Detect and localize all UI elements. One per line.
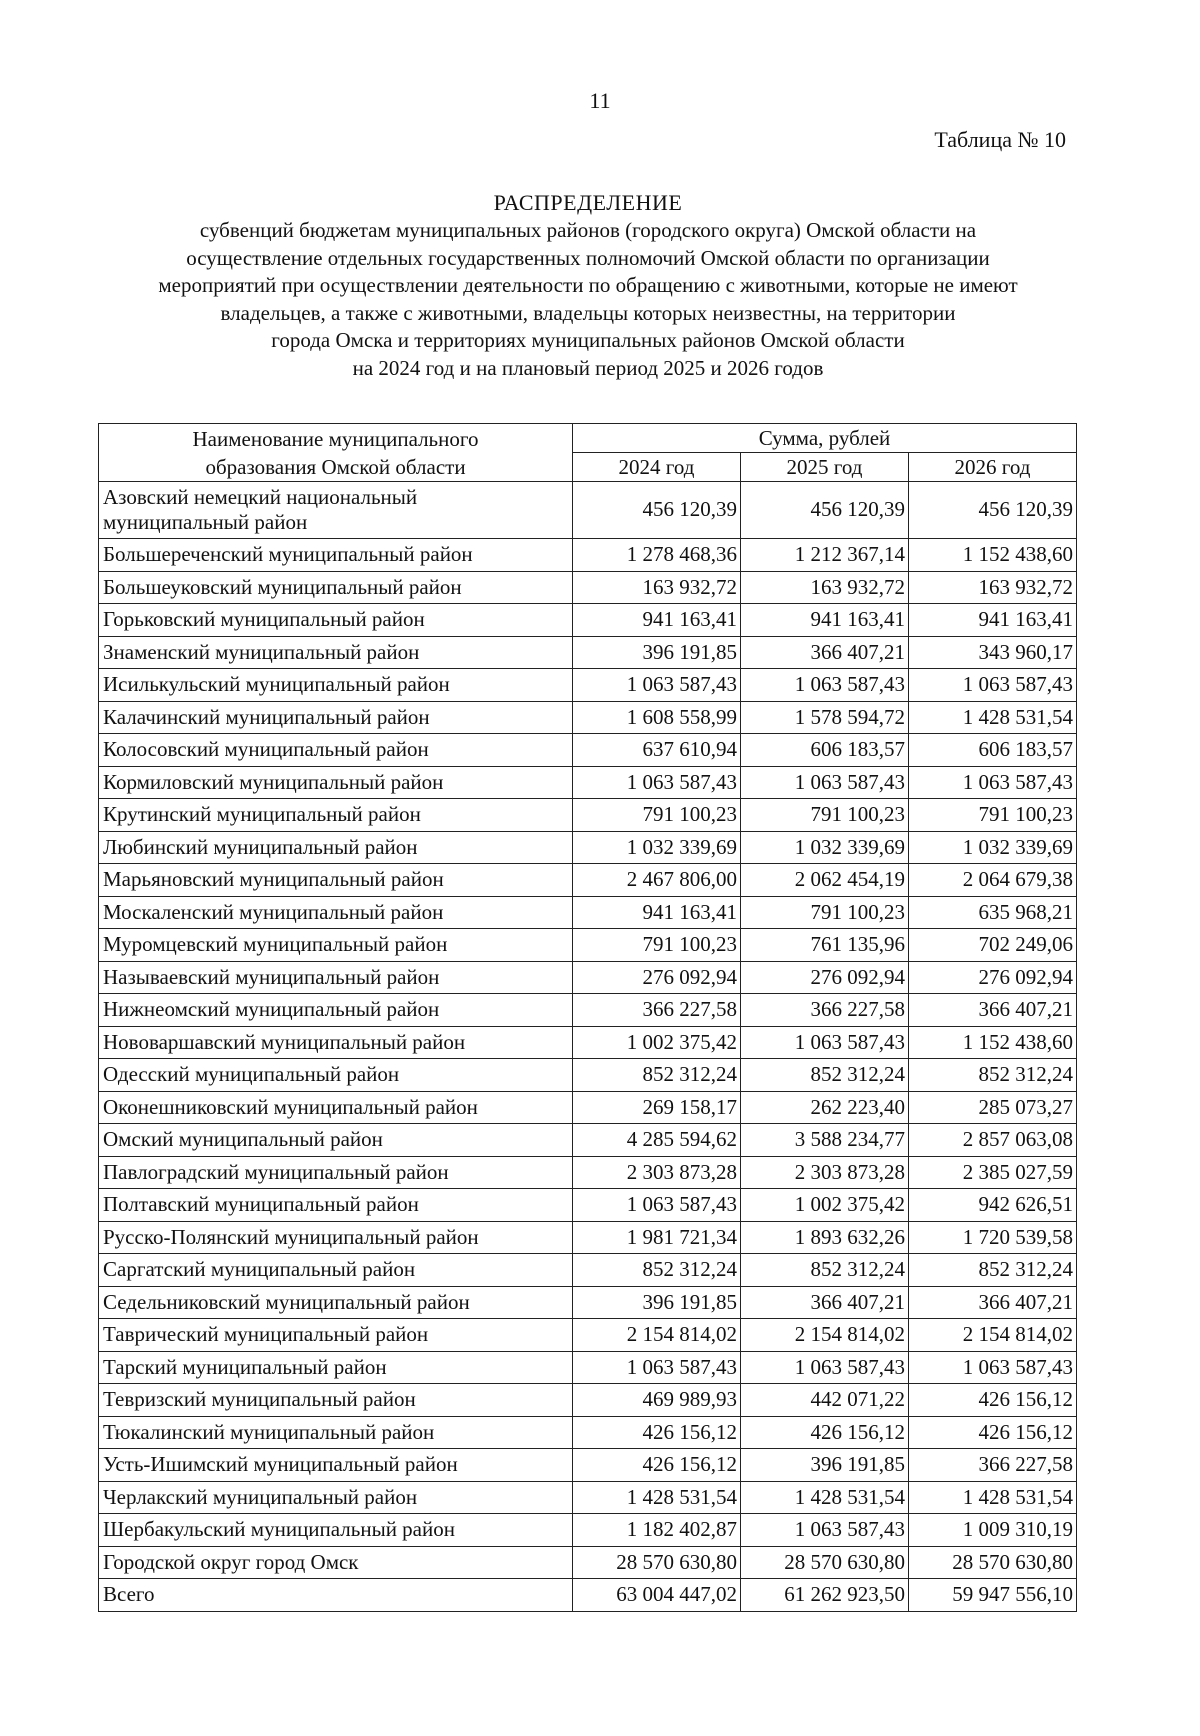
municipality-name: Седельниковский муниципальный район: [99, 1286, 573, 1319]
amount-2026: 276 092,94: [909, 961, 1077, 994]
amount-2026: 59 947 556,10: [909, 1579, 1077, 1612]
header-sum: Сумма, рублей: [573, 424, 1077, 453]
municipality-name: Большереченский муниципальный район: [99, 539, 573, 572]
municipality-name: Таврический муниципальный район: [99, 1319, 573, 1352]
amount-2025: 1 063 587,43: [741, 766, 909, 799]
table-row: [99, 1026, 1077, 1059]
header-year-2026: 2026 год: [909, 453, 1077, 482]
amount-2024: 396 191,85: [573, 1286, 741, 1319]
amount-2024: 852 312,24: [573, 1059, 741, 1092]
amount-2024: 1 278 468,36: [573, 539, 741, 572]
amount-2024: 63 004 447,02: [573, 1579, 741, 1612]
municipality-name: Калачинский муниципальный район: [99, 701, 573, 734]
amount-2026: 456 120,39: [909, 482, 1077, 539]
municipality-name: Городской округ город Омск: [99, 1546, 573, 1579]
table-row: [99, 604, 1077, 637]
table-row: [99, 1481, 1077, 1514]
table-row: [99, 1546, 1077, 1579]
amount-2024: 1 002 375,42: [573, 1026, 741, 1059]
amount-2026: 366 407,21: [909, 994, 1077, 1027]
total-row: [99, 1579, 1077, 1612]
table-body: [99, 482, 1077, 1612]
amount-2024: 791 100,23: [573, 799, 741, 832]
amount-2026: 1 063 587,43: [909, 766, 1077, 799]
amount-2025: 941 163,41: [741, 604, 909, 637]
amount-2026: 791 100,23: [909, 799, 1077, 832]
amount-2025: 1 428 531,54: [741, 1481, 909, 1514]
amount-2026: 366 407,21: [909, 1286, 1077, 1319]
amount-2026: 1 720 539,58: [909, 1221, 1077, 1254]
table-row: [99, 896, 1077, 929]
municipality-name: Кормиловский муниципальный район: [99, 766, 573, 799]
page-number: 11: [589, 88, 611, 113]
table-row: [99, 1059, 1077, 1092]
table-row: [99, 1449, 1077, 1482]
amount-2024: 1 428 531,54: [573, 1481, 741, 1514]
amount-2024: 269 158,17: [573, 1091, 741, 1124]
municipality-name: Шербакульский муниципальный район: [99, 1514, 573, 1547]
subtitle-line: города Омска и территориях муниципальных районов Омской области: [271, 328, 905, 352]
municipality-name: Большеуковский муниципальный район: [99, 571, 573, 604]
municipality-name: Всего: [99, 1579, 573, 1612]
amount-2024: 1 182 402,87: [573, 1514, 741, 1547]
amount-2026: 1 152 438,60: [909, 1026, 1077, 1059]
table-row: [99, 1351, 1077, 1384]
amount-2025: 276 092,94: [741, 961, 909, 994]
amount-2024: 941 163,41: [573, 896, 741, 929]
municipality-name: Марьяновский муниципальный район: [99, 864, 573, 897]
amount-2026: 941 163,41: [909, 604, 1077, 637]
amount-2026: 1 428 531,54: [909, 1481, 1077, 1514]
municipality-name: Нижнеомский муниципальный район: [99, 994, 573, 1027]
municipality-name: Любинский муниципальный район: [99, 831, 573, 864]
amount-2025: 606 183,57: [741, 734, 909, 767]
amount-2026: 1 063 587,43: [909, 669, 1077, 702]
amount-2025: 61 262 923,50: [741, 1579, 909, 1612]
amount-2025: 396 191,85: [741, 1449, 909, 1482]
amount-2024: 366 227,58: [573, 994, 741, 1027]
amount-2024: 396 191,85: [573, 636, 741, 669]
amount-2025: 3 588 234,77: [741, 1124, 909, 1157]
amount-2024: 852 312,24: [573, 1254, 741, 1287]
subtitle-line: осуществление отдельных государственных полномочий Омской области по организации: [186, 245, 990, 270]
amount-2026: 2 154 814,02: [909, 1319, 1077, 1352]
municipality-name: Одесский муниципальный район: [99, 1059, 573, 1092]
table-row: [99, 994, 1077, 1027]
amount-2026: 702 249,06: [909, 929, 1077, 962]
amount-2025: 1 063 587,43: [741, 669, 909, 702]
amount-2026: 163 932,72: [909, 571, 1077, 604]
municipality-name: Азовский немецкий национальный муниципальный район: [99, 482, 573, 539]
amount-2025: 791 100,23: [741, 799, 909, 832]
amount-2026: 852 312,24: [909, 1254, 1077, 1287]
amount-2024: 1 063 587,43: [573, 1189, 741, 1222]
amount-2025: 791 100,23: [741, 896, 909, 929]
header-year-2025: 2025 год: [741, 453, 909, 482]
table-row: [99, 831, 1077, 864]
amount-2025: 1 578 594,72: [741, 701, 909, 734]
amount-2026: 1 009 310,19: [909, 1514, 1077, 1547]
amount-2026: 28 570 630,80: [909, 1546, 1077, 1579]
amount-2026: 2 385 027,59: [909, 1156, 1077, 1189]
amount-2024: 426 156,12: [573, 1449, 741, 1482]
table-row: [99, 482, 1077, 539]
amount-2025: 426 156,12: [741, 1416, 909, 1449]
table-row: [99, 1189, 1077, 1222]
amount-2025: 2 062 454,19: [741, 864, 909, 897]
amount-2025: 1 212 367,14: [741, 539, 909, 572]
municipality-name: Горьковский муниципальный район: [99, 604, 573, 637]
amount-2024: 276 092,94: [573, 961, 741, 994]
table-row: [99, 571, 1077, 604]
table-row: [99, 864, 1077, 897]
table-row: [99, 734, 1077, 767]
amount-2025: 1 893 632,26: [741, 1221, 909, 1254]
table-row: [99, 1514, 1077, 1547]
table-label: Таблица № 10: [934, 127, 1066, 152]
municipality-name: Нововаршавский муниципальный район: [99, 1026, 573, 1059]
amount-2025: 1 063 587,43: [741, 1026, 909, 1059]
amount-2024: 1 063 587,43: [573, 766, 741, 799]
table-row: [99, 539, 1077, 572]
header-name: [99, 424, 573, 482]
amount-2026: 343 960,17: [909, 636, 1077, 669]
amount-2024: 791 100,23: [573, 929, 741, 962]
amount-2024: 637 610,94: [573, 734, 741, 767]
amount-2026: 426 156,12: [909, 1416, 1077, 1449]
amount-2024: 28 570 630,80: [573, 1546, 741, 1579]
amount-2026: 2 857 063,08: [909, 1124, 1077, 1157]
subtitle-line: субвенций бюджетам муниципальных районов (городского округа) Омской области на: [199, 218, 977, 242]
table-row: [99, 1156, 1077, 1189]
table-row: [99, 1254, 1077, 1287]
subtitle-line: владельцев, а также с животными, владельцы которых неизвестны, на территории: [220, 300, 956, 325]
municipality-name: Павлоградский муниципальный район: [99, 1156, 573, 1189]
document-title: РАСПРЕДЕЛЕНИЕ: [493, 190, 683, 215]
amount-2025: 366 227,58: [741, 994, 909, 1027]
amount-2026: 852 312,24: [909, 1059, 1077, 1092]
amount-2024: 1 608 558,99: [573, 701, 741, 734]
municipality-name: Москаленский муниципальный район: [99, 896, 573, 929]
amount-2024: 1 981 721,34: [573, 1221, 741, 1254]
municipality-name: Усть-Ишимский муниципальный район: [99, 1449, 573, 1482]
subtitle-line: на 2024 год и на плановый период 2025 и 2026 годов: [352, 355, 824, 380]
amount-2026: 426 156,12: [909, 1384, 1077, 1417]
amount-2026: 1 428 531,54: [909, 701, 1077, 734]
amount-2025: 366 407,21: [741, 636, 909, 669]
amount-2025: 262 223,40: [741, 1091, 909, 1124]
amount-2024: 1 032 339,69: [573, 831, 741, 864]
municipality-name: Колосовский муниципальный район: [99, 734, 573, 767]
amount-2024: 469 989,93: [573, 1384, 741, 1417]
municipality-name: Знаменский муниципальный район: [99, 636, 573, 669]
municipality-name: Тюкалинский муниципальный район: [99, 1416, 573, 1449]
amount-2026: 1 032 339,69: [909, 831, 1077, 864]
municipality-name: Русско-Полянский муниципальный район: [99, 1221, 573, 1254]
amount-2025: 442 071,22: [741, 1384, 909, 1417]
amount-2024: 2 303 873,28: [573, 1156, 741, 1189]
amount-2025: 2 154 814,02: [741, 1319, 909, 1352]
amount-2025: 761 135,96: [741, 929, 909, 962]
amount-2024: 941 163,41: [573, 604, 741, 637]
amount-2024: 2 154 814,02: [573, 1319, 741, 1352]
table-row: [99, 1319, 1077, 1352]
amount-2024: 2 467 806,00: [573, 864, 741, 897]
amount-2025: 1 063 587,43: [741, 1351, 909, 1384]
amount-2024: 426 156,12: [573, 1416, 741, 1449]
document-subtitle: [100, 217, 1076, 382]
header-year-2024: 2024 год: [573, 453, 741, 482]
amount-2024: 4 285 594,62: [573, 1124, 741, 1157]
amount-2025: 456 120,39: [741, 482, 909, 539]
table-row: [99, 636, 1077, 669]
header-name-line: образования Омской области: [205, 454, 466, 479]
amount-2024: 1 063 587,43: [573, 1351, 741, 1384]
subtitle-line: мероприятий при осуществлении деятельности по обращению с животными, которые не имеют: [158, 273, 1018, 297]
amount-2024: 163 932,72: [573, 571, 741, 604]
amount-2026: 2 064 679,38: [909, 864, 1077, 897]
amount-2025: 163 932,72: [741, 571, 909, 604]
amount-2026: 285 073,27: [909, 1091, 1077, 1124]
amount-2025: 1 063 587,43: [741, 1514, 909, 1547]
amount-2025: 1 032 339,69: [741, 831, 909, 864]
municipality-name: Тевризский муниципальный район: [99, 1384, 573, 1417]
amount-2025: 28 570 630,80: [741, 1546, 909, 1579]
header-name-line: Наименование муниципального: [192, 426, 479, 451]
municipality-name: Саргатский муниципальный район: [99, 1254, 573, 1287]
table-row: [99, 669, 1077, 702]
table-row: [99, 701, 1077, 734]
table-row: [99, 1221, 1077, 1254]
municipality-name: Исилькульский муниципальный район: [99, 669, 573, 702]
table-row: [99, 766, 1077, 799]
municipality-name: Омский муниципальный район: [99, 1124, 573, 1157]
municipality-name: Муромцевский муниципальный район: [99, 929, 573, 962]
table-row: [99, 1416, 1077, 1449]
amount-2025: 2 303 873,28: [741, 1156, 909, 1189]
municipality-name: Тарский муниципальный район: [99, 1351, 573, 1384]
amount-2025: 1 002 375,42: [741, 1189, 909, 1222]
municipality-name: Черлакский муниципальный район: [99, 1481, 573, 1514]
amount-2025: 852 312,24: [741, 1059, 909, 1092]
amount-2026: 1 063 587,43: [909, 1351, 1077, 1384]
amount-2024: 1 063 587,43: [573, 669, 741, 702]
municipality-name: Оконешниковский муниципальный район: [99, 1091, 573, 1124]
table-row: [99, 1286, 1077, 1319]
distribution-table: [98, 423, 1077, 1612]
amount-2025: 366 407,21: [741, 1286, 909, 1319]
amount-2024: 456 120,39: [573, 482, 741, 539]
table-row: [99, 1091, 1077, 1124]
municipality-name: Полтавский муниципальный район: [99, 1189, 573, 1222]
table-row: [99, 1124, 1077, 1157]
table-row: [99, 799, 1077, 832]
table-row: [99, 1384, 1077, 1417]
amount-2026: 606 183,57: [909, 734, 1077, 767]
amount-2026: 366 227,58: [909, 1449, 1077, 1482]
amount-2026: 942 626,51: [909, 1189, 1077, 1222]
table-row: [99, 961, 1077, 994]
amount-2026: 635 968,21: [909, 896, 1077, 929]
table-row: [99, 929, 1077, 962]
amount-2026: 1 152 438,60: [909, 539, 1077, 572]
amount-2025: 852 312,24: [741, 1254, 909, 1287]
municipality-name: Называевский муниципальный район: [99, 961, 573, 994]
municipality-name: Крутинский муниципальный район: [99, 799, 573, 832]
